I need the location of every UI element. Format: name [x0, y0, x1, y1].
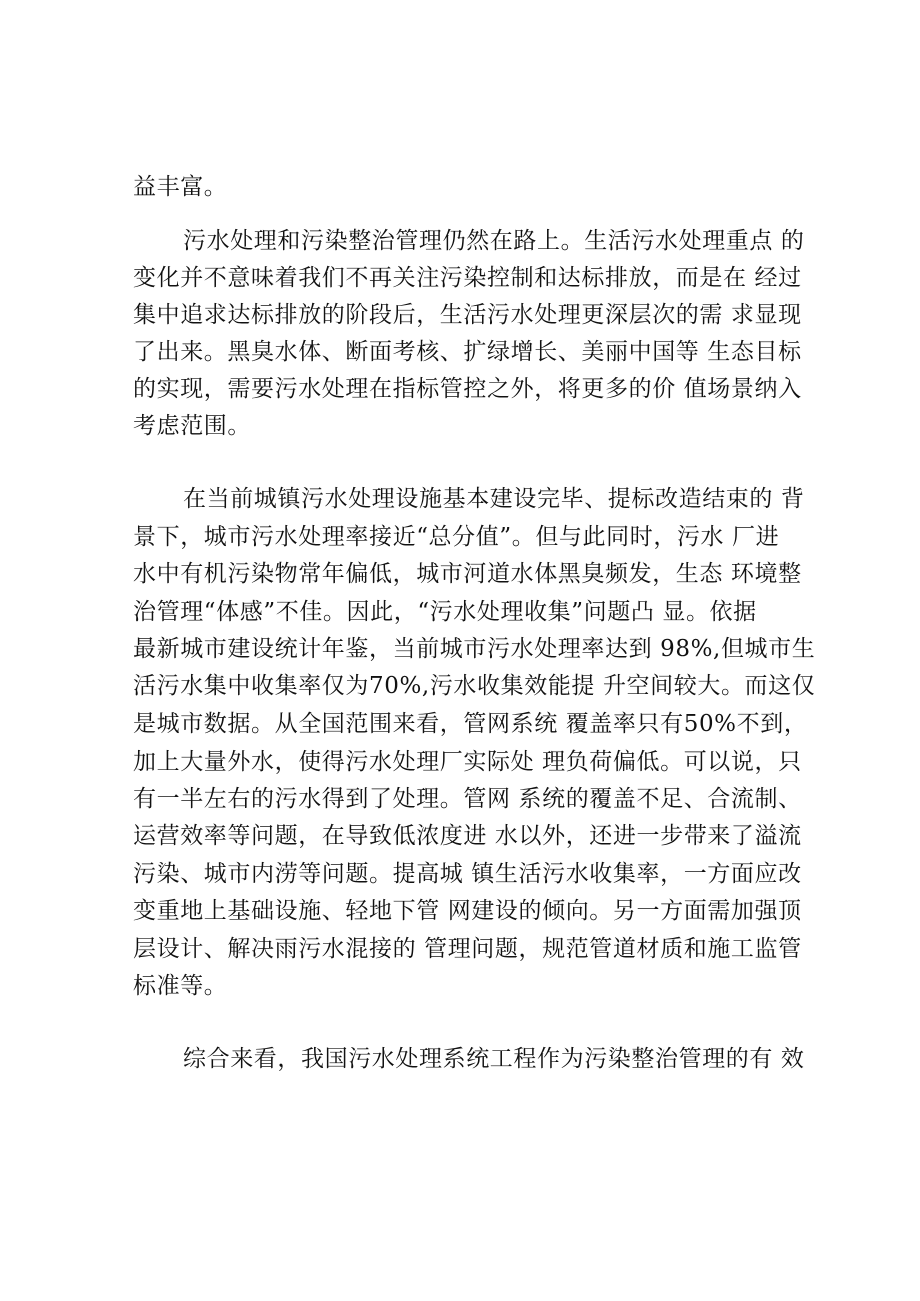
text-line: 运营效率等问题，在导致低浓度进 水以外，还进一步带来了溢流	[133, 823, 802, 849]
text-line: 的实现，需要污水处理在指标管控之外，将更多的价 值场景纳入	[133, 376, 802, 402]
text-line: 了出来。黑臭水体、断面考核、扩绿增长、美丽中国等 生态目标	[133, 339, 802, 365]
text-line: 集中追求达标排放的阶段后，生活污水处理更深层次的需 求显现	[133, 302, 802, 328]
text-line: 活污水集中收集率仅为70%,污水收集效能提 升空间较大。而这仅	[133, 673, 816, 699]
text-line: 景下，城市污水处理率接近“总分值”。但与此同时，污水 厂进	[133, 524, 780, 550]
text-line: 污水处理和污染整治管理仍然在路上。生活污水处理重点 的	[183, 228, 805, 254]
text-line: 益丰富。	[133, 174, 228, 200]
text-line: 治管理“体感”不佳。因此，“污水处理收集”问题凸 显。依据	[133, 599, 757, 625]
text-line: 加上大量外水，使得污水处理厂实际处 理负荷偏低。可以说，只	[133, 749, 802, 775]
text-line: 有一半左右的污水得到了处理。管网 系统的覆盖不足、合流制、	[133, 786, 802, 812]
text-line: 在当前城镇污水处理设施基本建设完毕、提标改造结束的 背	[183, 486, 805, 512]
text-line: 标准等。	[133, 973, 228, 999]
text-line: 最新城市建设统计年鉴，当前城市污水处理率达到 98%,但城市生	[133, 636, 816, 662]
text-line: 变化并不意味着我们不再关注污染控制和达标排放，而是在 经过	[133, 265, 802, 291]
text-line: 是城市数据。从全国范围来看，管网系统 覆盖率只有50%不到，	[133, 711, 808, 737]
text-line: 考虑范围。	[133, 413, 251, 439]
text-line: 水中有机污染物常年偏低，城市河道水体黑臭频发，生态 环境整	[133, 561, 802, 587]
text-line: 层设计、解决雨污水混接的 管理问题，规范管道材质和施工监管	[133, 936, 802, 962]
text-line: 污染、城市内涝等问题。提高城 镇生活污水收集率，一方面应改	[133, 861, 802, 887]
text-line: 变重地上基础设施、轻地下管 网建设的倾向。另一方面需加强顶	[133, 898, 802, 924]
text-line: 综合来看，我国污水处理系统工程作为污染整治管理的有 效	[183, 1046, 805, 1072]
